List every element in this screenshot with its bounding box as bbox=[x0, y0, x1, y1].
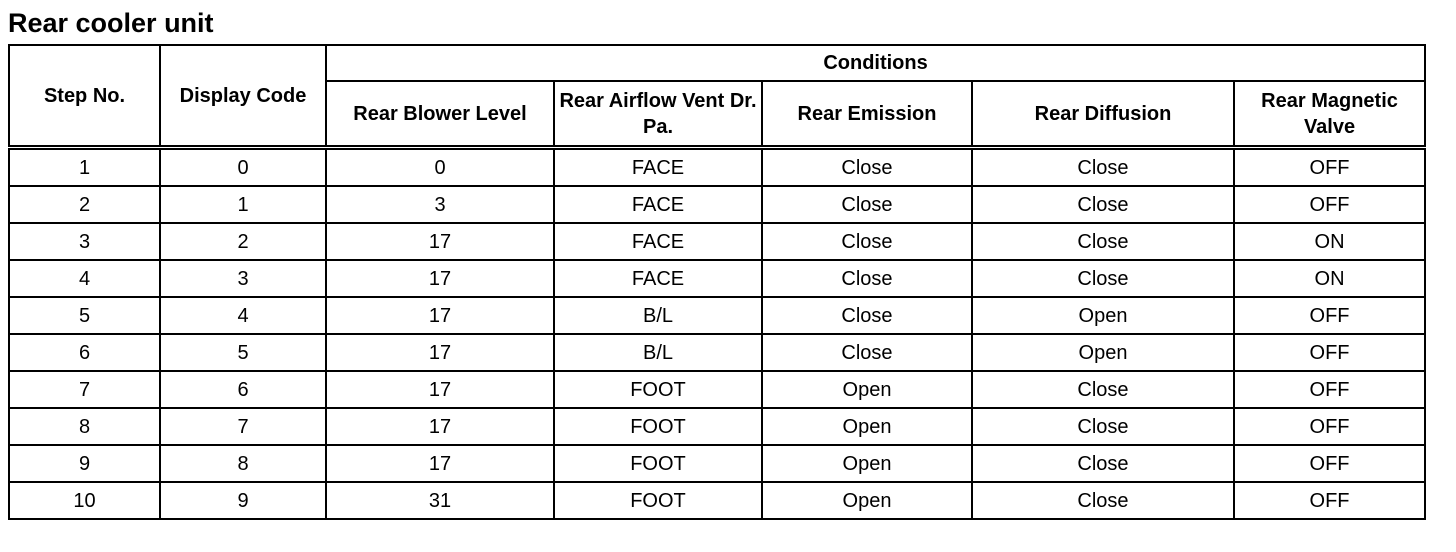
cell-diffusion: Close bbox=[972, 148, 1234, 187]
cell-display-code: 3 bbox=[160, 260, 326, 297]
cell-magnetic-valve: OFF bbox=[1234, 186, 1425, 223]
cell-step-no: 7 bbox=[9, 371, 160, 408]
cell-magnetic-valve: OFF bbox=[1234, 482, 1425, 519]
cell-emission: Open bbox=[762, 445, 972, 482]
cell-emission: Open bbox=[762, 482, 972, 519]
cell-diffusion: Close bbox=[972, 223, 1234, 260]
cell-step-no: 3 bbox=[9, 223, 160, 260]
cell-airflow-vent: FOOT bbox=[554, 408, 762, 445]
rear-cooler-table bbox=[8, 44, 1426, 520]
cell-blower-level: 3 bbox=[326, 186, 554, 223]
table-body bbox=[9, 148, 1425, 520]
cell-airflow-vent: FOOT bbox=[554, 371, 762, 408]
cell-display-code: 2 bbox=[160, 223, 326, 260]
cell-airflow-vent: FOOT bbox=[554, 482, 762, 519]
cell-magnetic-valve: OFF bbox=[1234, 334, 1425, 371]
cell-display-code: 7 bbox=[160, 408, 326, 445]
cell-airflow-vent: B/L bbox=[554, 297, 762, 334]
table-row bbox=[9, 260, 1425, 297]
cell-diffusion: Close bbox=[972, 260, 1234, 297]
cell-step-no: 6 bbox=[9, 334, 160, 371]
cell-blower-level: 17 bbox=[326, 334, 554, 371]
cell-display-code: 5 bbox=[160, 334, 326, 371]
cell-blower-level: 17 bbox=[326, 223, 554, 260]
table-row bbox=[9, 186, 1425, 223]
cell-step-no: 4 bbox=[9, 260, 160, 297]
table-row bbox=[9, 334, 1425, 371]
cell-airflow-vent: FOOT bbox=[554, 445, 762, 482]
cell-display-code: 1 bbox=[160, 186, 326, 223]
cell-magnetic-valve: OFF bbox=[1234, 408, 1425, 445]
cell-emission: Close bbox=[762, 148, 972, 187]
table-row bbox=[9, 445, 1425, 482]
cell-display-code: 6 bbox=[160, 371, 326, 408]
cell-step-no: 2 bbox=[9, 186, 160, 223]
cell-blower-level: 17 bbox=[326, 445, 554, 482]
cell-blower-level: 31 bbox=[326, 482, 554, 519]
table-row bbox=[9, 482, 1425, 519]
table-row bbox=[9, 408, 1425, 445]
page-title: Rear cooler unit bbox=[8, 8, 214, 38]
cell-diffusion: Open bbox=[972, 334, 1234, 371]
cell-diffusion: Close bbox=[972, 371, 1234, 408]
cell-emission: Open bbox=[762, 408, 972, 445]
cell-emission: Close bbox=[762, 186, 972, 223]
cell-display-code: 4 bbox=[160, 297, 326, 334]
header-diffusion: Rear Diffusion bbox=[972, 81, 1234, 148]
header-step-no: Step No. bbox=[9, 45, 160, 148]
header-blower-level: Rear Blower Level bbox=[326, 81, 554, 148]
cell-emission: Close bbox=[762, 223, 972, 260]
cell-magnetic-valve: ON bbox=[1234, 260, 1425, 297]
cell-display-code: 8 bbox=[160, 445, 326, 482]
cell-diffusion: Close bbox=[972, 445, 1234, 482]
cell-magnetic-valve: OFF bbox=[1234, 297, 1425, 334]
cell-magnetic-valve: OFF bbox=[1234, 148, 1425, 187]
cell-airflow-vent: B/L bbox=[554, 334, 762, 371]
cell-diffusion: Close bbox=[972, 482, 1234, 519]
cell-airflow-vent: FACE bbox=[554, 148, 762, 187]
table-row bbox=[9, 297, 1425, 334]
cell-diffusion: Close bbox=[972, 408, 1234, 445]
cell-magnetic-valve: OFF bbox=[1234, 371, 1425, 408]
cell-magnetic-valve: ON bbox=[1234, 223, 1425, 260]
table-row bbox=[9, 371, 1425, 408]
cell-step-no: 1 bbox=[9, 148, 160, 187]
cell-display-code: 0 bbox=[160, 148, 326, 187]
cell-step-no: 10 bbox=[9, 482, 160, 519]
cell-blower-level: 17 bbox=[326, 408, 554, 445]
cell-step-no: 5 bbox=[9, 297, 160, 334]
table-header bbox=[9, 45, 1425, 148]
cell-airflow-vent: FACE bbox=[554, 186, 762, 223]
cell-blower-level: 17 bbox=[326, 297, 554, 334]
table-row bbox=[9, 148, 1425, 187]
cell-blower-level: 0 bbox=[326, 148, 554, 187]
header-emission: Rear Emission bbox=[762, 81, 972, 148]
cell-airflow-vent: FACE bbox=[554, 260, 762, 297]
cell-emission: Close bbox=[762, 334, 972, 371]
header-row-top bbox=[9, 45, 1425, 81]
cell-diffusion: Open bbox=[972, 297, 1234, 334]
cell-emission: Close bbox=[762, 297, 972, 334]
cell-step-no: 9 bbox=[9, 445, 160, 482]
cell-diffusion: Close bbox=[972, 186, 1234, 223]
cell-blower-level: 17 bbox=[326, 260, 554, 297]
table-row bbox=[9, 223, 1425, 260]
header-airflow-vent: Rear Airflow Vent Dr. Pa. bbox=[554, 81, 762, 148]
cell-display-code: 9 bbox=[160, 482, 326, 519]
cell-step-no: 8 bbox=[9, 408, 160, 445]
header-display-code: Display Code bbox=[160, 45, 326, 148]
cell-emission: Open bbox=[762, 371, 972, 408]
header-magnetic-valve: Rear Magnetic Valve bbox=[1234, 81, 1425, 148]
cell-emission: Close bbox=[762, 260, 972, 297]
cell-airflow-vent: FACE bbox=[554, 223, 762, 260]
cell-blower-level: 17 bbox=[326, 371, 554, 408]
cell-magnetic-valve: OFF bbox=[1234, 445, 1425, 482]
header-conditions: Conditions bbox=[326, 45, 1425, 81]
